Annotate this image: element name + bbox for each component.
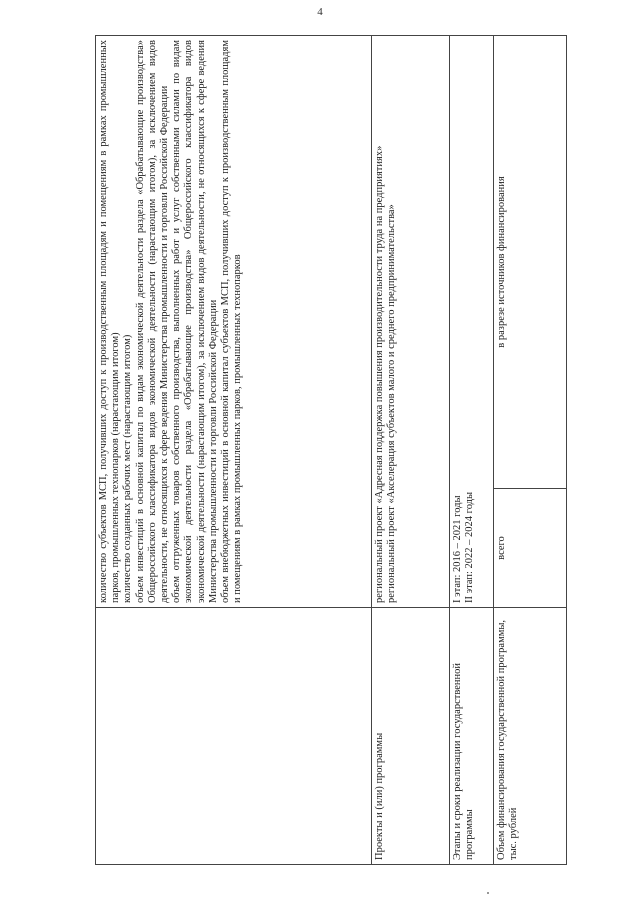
- row-label-projects: Проекты и (или) программы: [372, 608, 450, 865]
- financing-total-header: всего: [496, 536, 507, 560]
- financing-sources-header: в разрезе источников финансирования: [494, 36, 566, 489]
- table-row-stages: [450, 36, 494, 865]
- row-content-projects: [372, 36, 450, 608]
- row-content-stages: [450, 36, 494, 608]
- table-row-financing: [494, 36, 567, 865]
- indicator-item: количество созданных рабочих мест (нарастающим итогом): [122, 334, 134, 603]
- project-item: региональный проект «Адресная поддержка повышения производительности труда на предприятиях»: [374, 145, 385, 603]
- indicator-item: объем инвестиций в основной капитал по видам экономической деятельности раздела «Обрабатывающие производства» Общероссийского классификатора видов экономической деятельности (нарастающим итогом), за исключением видов деятельности, не относящихся к сфере ведения Министерства промышленности и торговли Российской Федерации: [134, 40, 171, 603]
- row-label-stages: Этапы и сроки реализации государственной программы: [450, 608, 494, 865]
- indicator-item: количество субъектов МСП, получивших доступ к производственным площадям и помещениям в рамках промышленных парков, промышленных технопарков (нарастающим итогом): [98, 40, 122, 603]
- project-item: региональный проект «Акселерация субъектов малого и среднего предпринимательства»: [386, 204, 398, 603]
- indicator-item: объем отгруженных товаров собственного производства, выполненных работ и услуг собственными силами по видам экономической деятельности раздела «Обрабатывающие производства» Общероссийского классификатора видов экономической деятельности (нарастающим итогом), за исключением видов деятельности, не относящихся к сфере ведения Министерства промышленности и торговли Российской Федерации: [171, 40, 219, 603]
- row-label-financing: Объем финансирования государственной программы, тыс. рублей: [494, 608, 567, 865]
- indicator-item: объем внебюджетных инвестиций в основной капитал субъектов МСП, получивших доступ к производственным площадям и помещениям в рамках промышленных парков, промышленных технопарков: [220, 40, 244, 603]
- row-content-indicators: [96, 36, 372, 608]
- table-row-indicators: [96, 36, 372, 865]
- row-label-indicators: [96, 608, 372, 865]
- program-passport-table: [95, 35, 567, 865]
- rotated-table: [95, 35, 570, 865]
- financing-subcolumns: [494, 36, 566, 607]
- passport-table-wrapper: [95, 35, 570, 865]
- scan-speck: [487, 892, 489, 894]
- table-row-projects: [372, 36, 450, 865]
- stage-item: II этап: 2022 – 2024 годы: [464, 491, 476, 603]
- stage-item: I этап: 2016 – 2021 годы: [452, 495, 463, 603]
- page-number: 4: [317, 6, 323, 18]
- row-content-financing: [494, 36, 567, 608]
